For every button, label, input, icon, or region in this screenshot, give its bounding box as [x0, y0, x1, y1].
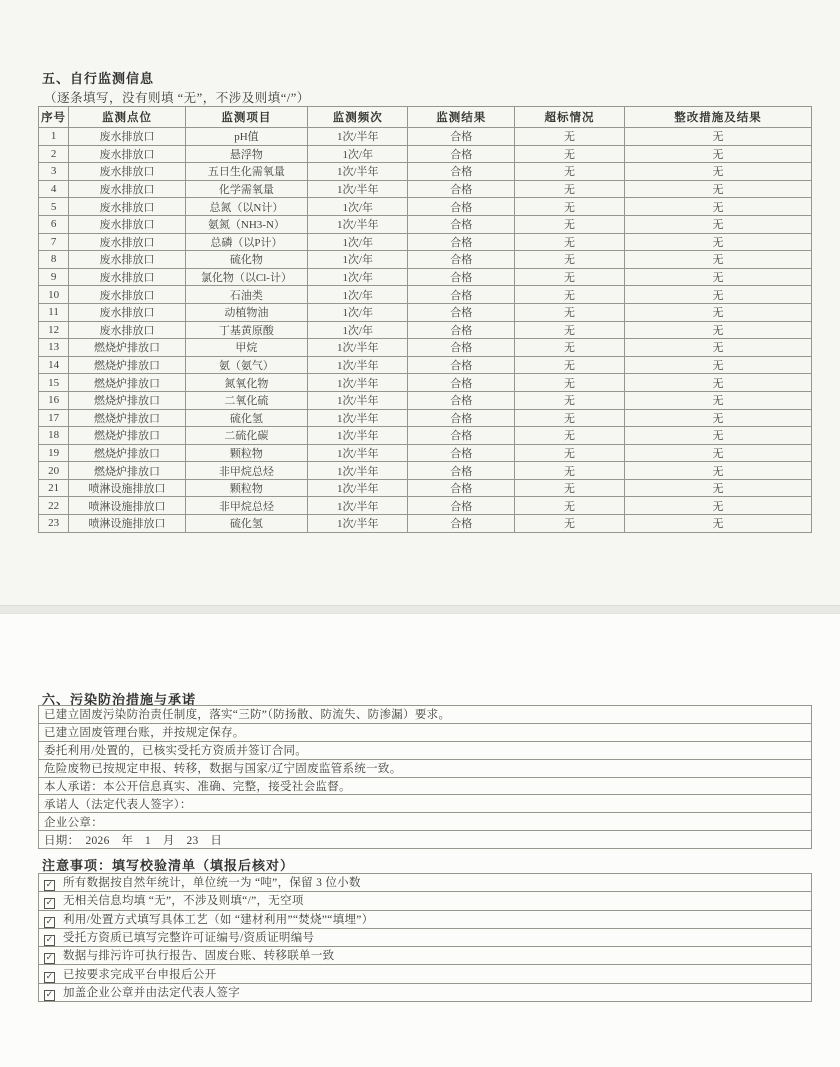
- table-cell: 1次/年: [307, 268, 407, 286]
- measures-cell: 已建立固废污染防治责任制度，落实“三防”（防扬散、防流失、防渗漏）要求。: [39, 706, 812, 724]
- table-cell: 1次/年: [307, 251, 407, 269]
- table-cell: 化学需氧量: [185, 180, 307, 198]
- measures-row: [39, 759, 812, 777]
- table-cell: 无: [515, 515, 625, 533]
- table-cell: 无: [624, 268, 811, 286]
- table-cell: 二氧化硫: [185, 391, 307, 409]
- table-cell: 10: [39, 286, 69, 304]
- checklist-cell: [39, 874, 812, 892]
- table-cell: 合格: [408, 427, 515, 445]
- table-cell: 无: [624, 462, 811, 480]
- table-cell: 8: [39, 251, 69, 269]
- checklist-item-label: 数据与排污许可执行报告、固废台账、转移联单一致: [63, 950, 335, 963]
- table-cell: 合格: [408, 233, 515, 251]
- measures-cell: 已建立固废管理台账，并按规定保存。: [39, 723, 812, 741]
- table-cell: 氮氧化物: [185, 374, 307, 392]
- table-cell: 合格: [408, 251, 515, 269]
- table-cell: 废水排放口: [69, 198, 186, 216]
- checklist-item-label: 已按要求完成平台申报后公开: [63, 968, 217, 981]
- table-cell: 6: [39, 215, 69, 233]
- measures-row: [39, 723, 812, 741]
- checklist-row: [39, 947, 812, 965]
- measures-row: [39, 795, 812, 813]
- table-cell: 燃烧炉排放口: [69, 462, 186, 480]
- table-cell: 甲烷: [185, 339, 307, 357]
- monitoring-table: [38, 106, 812, 533]
- checkbox-checked-icon: ✓: [45, 935, 54, 946]
- table-row: [39, 427, 812, 445]
- table-cell: 燃烧炉排放口: [69, 391, 186, 409]
- table-cell: 23: [39, 515, 69, 533]
- table-cell: 1次/半年: [307, 444, 407, 462]
- table-cell: 二硫化碳: [185, 427, 307, 445]
- table-row: [39, 479, 812, 497]
- section5-title: 五、自行监测信息: [42, 71, 155, 86]
- table-cell: 无: [515, 251, 625, 269]
- table-cell: 合格: [408, 163, 515, 181]
- checklist-table-body: [39, 874, 812, 1002]
- table-cell: 总氮（以N计）: [185, 198, 307, 216]
- checkbox-checked-icon: ✓: [45, 971, 54, 982]
- table-cell: 硫化氢: [185, 515, 307, 533]
- table-cell: 无: [624, 427, 811, 445]
- table-cell: 1次/半年: [307, 215, 407, 233]
- table-cell: 硫化物: [185, 251, 307, 269]
- table-cell: 废水排放口: [69, 251, 186, 269]
- table-cell: 废水排放口: [69, 268, 186, 286]
- table-cell: 合格: [408, 128, 515, 146]
- table-cell: 非甲烷总烃: [185, 497, 307, 515]
- checklist-row: [39, 910, 812, 928]
- table-cell: 动植物油: [185, 303, 307, 321]
- table-cell: 2: [39, 145, 69, 163]
- table-cell: 废水排放口: [69, 321, 186, 339]
- table-cell: 16: [39, 391, 69, 409]
- checklist-item-label: 受托方资质已填写完整许可证编号/资质证明编号: [63, 932, 315, 945]
- table-row: [39, 497, 812, 515]
- table-cell: 无: [515, 321, 625, 339]
- table-cell: 喷淋设施排放口: [69, 515, 186, 533]
- column-header: 整改措施及结果: [624, 107, 811, 128]
- table-row: [39, 198, 812, 216]
- table-cell: 17: [39, 409, 69, 427]
- checklist-cell: [39, 983, 812, 1001]
- checklist-item-label: 无相关信息均填 “无”，不涉及则填“/”，无空项: [63, 895, 304, 908]
- table-cell: 无: [624, 339, 811, 357]
- column-header: 超标情况: [515, 107, 625, 128]
- table-row: [39, 180, 812, 198]
- checklist-item-label: 所有数据按自然年统计，单位统一为 “吨”，保留 3 位小数: [63, 877, 361, 890]
- table-row: [39, 145, 812, 163]
- table-cell: 无: [515, 180, 625, 198]
- checkbox-checked-icon: ✓: [45, 989, 54, 1000]
- table-cell: 氨（氨气）: [185, 356, 307, 374]
- table-cell: 合格: [408, 339, 515, 357]
- checklist-item-label: 利用/处置方式填写具体工艺（如 “建材利用”“焚烧”“填埋”）: [63, 913, 374, 926]
- table-cell: 颗粒物: [185, 444, 307, 462]
- section5-subtitle: （逐条填写，没有则填 “无”，不涉及则填“/”）: [44, 91, 310, 105]
- measures-cell: 承诺人（法定代表人签字）：: [39, 795, 812, 813]
- table-cell: 无: [624, 497, 811, 515]
- table-cell: 合格: [408, 198, 515, 216]
- table-cell: 喷淋设施排放口: [69, 497, 186, 515]
- checkbox-checked-icon: ✓: [45, 898, 54, 909]
- table-cell: 无: [515, 444, 625, 462]
- table-cell: 无: [515, 462, 625, 480]
- table-cell: 无: [624, 409, 811, 427]
- table-cell: 1次/半年: [307, 163, 407, 181]
- table-cell: 无: [624, 198, 811, 216]
- table-cell: 19: [39, 444, 69, 462]
- table-row: [39, 391, 812, 409]
- table-cell: 1次/年: [307, 145, 407, 163]
- table-cell: 合格: [408, 479, 515, 497]
- measures-cell: 委托利用/处置的，已核实受托方资质并签订合同。: [39, 741, 812, 759]
- section6-title: 六、污染防治措施与承诺: [42, 692, 197, 707]
- column-header: 监测结果: [408, 107, 515, 128]
- table-cell: 燃烧炉排放口: [69, 356, 186, 374]
- table-cell: 1次/半年: [307, 427, 407, 445]
- table-cell: 1次/半年: [307, 462, 407, 480]
- table-row: [39, 286, 812, 304]
- measures-table: [38, 705, 812, 849]
- table-cell: 无: [624, 163, 811, 181]
- table-cell: 1次/半年: [307, 339, 407, 357]
- table-cell: 无: [515, 391, 625, 409]
- table-cell: 无: [624, 215, 811, 233]
- table-cell: 1次/年: [307, 286, 407, 304]
- table-cell: 1次/半年: [307, 497, 407, 515]
- checklist-item-label: 加盖企业公章并由法定代表人签字: [63, 986, 240, 999]
- table-cell: 21: [39, 479, 69, 497]
- table-row: [39, 163, 812, 181]
- table-cell: 无: [515, 163, 625, 181]
- table-cell: 1次/半年: [307, 515, 407, 533]
- table-row: [39, 515, 812, 533]
- measures-row: [39, 831, 812, 849]
- checklist-cell: [39, 892, 812, 910]
- table-cell: 无: [624, 515, 811, 533]
- table-cell: 1次/年: [307, 303, 407, 321]
- table-row: [39, 303, 812, 321]
- measures-cell: 危险废物已按规定申报、转移，数据与国家/辽宁固废监管系统一致。: [39, 759, 812, 777]
- monitoring-table-body: [39, 128, 812, 533]
- table-cell: 总磷（以P计）: [185, 233, 307, 251]
- table-row: [39, 374, 812, 392]
- checklist-row: [39, 874, 812, 892]
- table-cell: 无: [515, 286, 625, 304]
- table-row: [39, 462, 812, 480]
- table-cell: 11: [39, 303, 69, 321]
- table-cell: 无: [515, 198, 625, 216]
- table-cell: 4: [39, 180, 69, 198]
- table-cell: 燃烧炉排放口: [69, 444, 186, 462]
- table-cell: 废水排放口: [69, 145, 186, 163]
- table-row: [39, 233, 812, 251]
- table-cell: 合格: [408, 321, 515, 339]
- table-cell: 1次/半年: [307, 180, 407, 198]
- table-cell: 12: [39, 321, 69, 339]
- table-cell: 22: [39, 497, 69, 515]
- table-row: [39, 356, 812, 374]
- table-cell: 无: [624, 444, 811, 462]
- table-cell: 无: [515, 233, 625, 251]
- table-row: [39, 215, 812, 233]
- table-cell: 无: [624, 145, 811, 163]
- table-cell: 无: [515, 427, 625, 445]
- table-cell: 非甲烷总烃: [185, 462, 307, 480]
- table-cell: 无: [515, 356, 625, 374]
- table-cell: 合格: [408, 145, 515, 163]
- checkbox-checked-icon: ✓: [45, 916, 54, 927]
- table-cell: 1次/半年: [307, 391, 407, 409]
- table-cell: 氯化物（以Cl-计）: [185, 268, 307, 286]
- table-cell: 合格: [408, 497, 515, 515]
- measures-row: [39, 813, 812, 831]
- table-cell: 合格: [408, 356, 515, 374]
- table-cell: 合格: [408, 515, 515, 533]
- table-cell: 石油类: [185, 286, 307, 304]
- table-cell: 无: [515, 303, 625, 321]
- table-cell: 5: [39, 198, 69, 216]
- table-cell: 无: [624, 479, 811, 497]
- checklist-cell: [39, 947, 812, 965]
- table-cell: 废水排放口: [69, 303, 186, 321]
- table-cell: 无: [624, 303, 811, 321]
- table-cell: 废水排放口: [69, 215, 186, 233]
- measures-cell: 日期： 2026 年 1 月 23 日: [39, 831, 812, 849]
- table-cell: 1次/半年: [307, 409, 407, 427]
- table-cell: 无: [624, 128, 811, 146]
- column-header: 序号: [39, 107, 69, 128]
- table-cell: 废水排放口: [69, 128, 186, 146]
- table-cell: 合格: [408, 303, 515, 321]
- table-cell: 五日生化需氧量: [185, 163, 307, 181]
- table-cell: 1次/年: [307, 321, 407, 339]
- checklist-table: [38, 873, 812, 1002]
- table-cell: 废水排放口: [69, 286, 186, 304]
- checklist-row: [39, 965, 812, 983]
- table-cell: 1次/半年: [307, 356, 407, 374]
- table-cell: 废水排放口: [69, 233, 186, 251]
- table-cell: 1次/年: [307, 233, 407, 251]
- table-cell: 无: [624, 321, 811, 339]
- table-cell: 燃烧炉排放口: [69, 339, 186, 357]
- table-row: [39, 444, 812, 462]
- table-cell: 燃烧炉排放口: [69, 374, 186, 392]
- checklist-cell: [39, 910, 812, 928]
- table-cell: 合格: [408, 268, 515, 286]
- table-cell: 无: [624, 180, 811, 198]
- measures-table-body: [39, 706, 812, 849]
- table-cell: 3: [39, 163, 69, 181]
- checklist-row: [39, 928, 812, 946]
- table-cell: 无: [515, 409, 625, 427]
- checklist-row: [39, 892, 812, 910]
- table-cell: 1次/半年: [307, 374, 407, 392]
- table-cell: 喷淋设施排放口: [69, 479, 186, 497]
- measures-row: [39, 741, 812, 759]
- measures-row: [39, 706, 812, 724]
- table-cell: 合格: [408, 374, 515, 392]
- table-cell: 合格: [408, 409, 515, 427]
- table-cell: 7: [39, 233, 69, 251]
- table-cell: 1次/年: [307, 198, 407, 216]
- table-cell: 悬浮物: [185, 145, 307, 163]
- table-row: [39, 339, 812, 357]
- table-cell: 无: [624, 391, 811, 409]
- table-row: [39, 268, 812, 286]
- table-cell: 无: [624, 356, 811, 374]
- table-cell: 颗粒物: [185, 479, 307, 497]
- checklist-cell: [39, 965, 812, 983]
- table-cell: 废水排放口: [69, 163, 186, 181]
- table-cell: 无: [624, 374, 811, 392]
- table-cell: 硫化氢: [185, 409, 307, 427]
- table-row: [39, 321, 812, 339]
- checkbox-checked-icon: ✓: [45, 953, 54, 964]
- checkbox-checked-icon: ✓: [45, 880, 54, 891]
- table-cell: 无: [515, 339, 625, 357]
- checklist-row: [39, 983, 812, 1001]
- table-cell: 合格: [408, 215, 515, 233]
- checklist-title: 注意事项：填写校验清单（填报后核对）: [42, 858, 295, 873]
- table-cell: 1次/半年: [307, 128, 407, 146]
- table-cell: 无: [515, 215, 625, 233]
- column-header: 监测频次: [307, 107, 407, 128]
- table-cell: 无: [515, 128, 625, 146]
- table-cell: 无: [515, 145, 625, 163]
- column-header: 监测项目: [185, 107, 307, 128]
- table-cell: 20: [39, 462, 69, 480]
- table-cell: 氨氮（NH3-N）: [185, 215, 307, 233]
- column-header: 监测点位: [69, 107, 186, 128]
- table-cell: 无: [624, 286, 811, 304]
- table-cell: 无: [515, 497, 625, 515]
- table-cell: 合格: [408, 286, 515, 304]
- table-cell: 18: [39, 427, 69, 445]
- table-cell: 合格: [408, 391, 515, 409]
- table-cell: 14: [39, 356, 69, 374]
- table-row: [39, 251, 812, 269]
- measures-cell: 本人承诺：本公开信息真实、准确、完整，接受社会监督。: [39, 777, 812, 795]
- monitoring-header-row: [39, 107, 812, 128]
- checklist-cell: [39, 928, 812, 946]
- table-cell: 1次/半年: [307, 479, 407, 497]
- table-cell: 1: [39, 128, 69, 146]
- table-cell: 合格: [408, 180, 515, 198]
- table-row: [39, 128, 812, 146]
- table-cell: 9: [39, 268, 69, 286]
- table-cell: 无: [515, 268, 625, 286]
- table-cell: 燃烧炉排放口: [69, 409, 186, 427]
- table-cell: 燃烧炉排放口: [69, 427, 186, 445]
- table-cell: pH值: [185, 128, 307, 146]
- table-cell: 无: [515, 374, 625, 392]
- table-cell: 无: [624, 233, 811, 251]
- table-cell: 合格: [408, 462, 515, 480]
- measures-cell: 企业公章：: [39, 813, 812, 831]
- table-cell: 无: [624, 251, 811, 269]
- page-break-divider: [0, 605, 840, 614]
- measures-row: [39, 777, 812, 795]
- table-cell: 废水排放口: [69, 180, 186, 198]
- table-cell: 13: [39, 339, 69, 357]
- table-cell: 合格: [408, 444, 515, 462]
- table-cell: 15: [39, 374, 69, 392]
- table-row: [39, 409, 812, 427]
- table-cell: 无: [515, 479, 625, 497]
- table-cell: 丁基黄原酸: [185, 321, 307, 339]
